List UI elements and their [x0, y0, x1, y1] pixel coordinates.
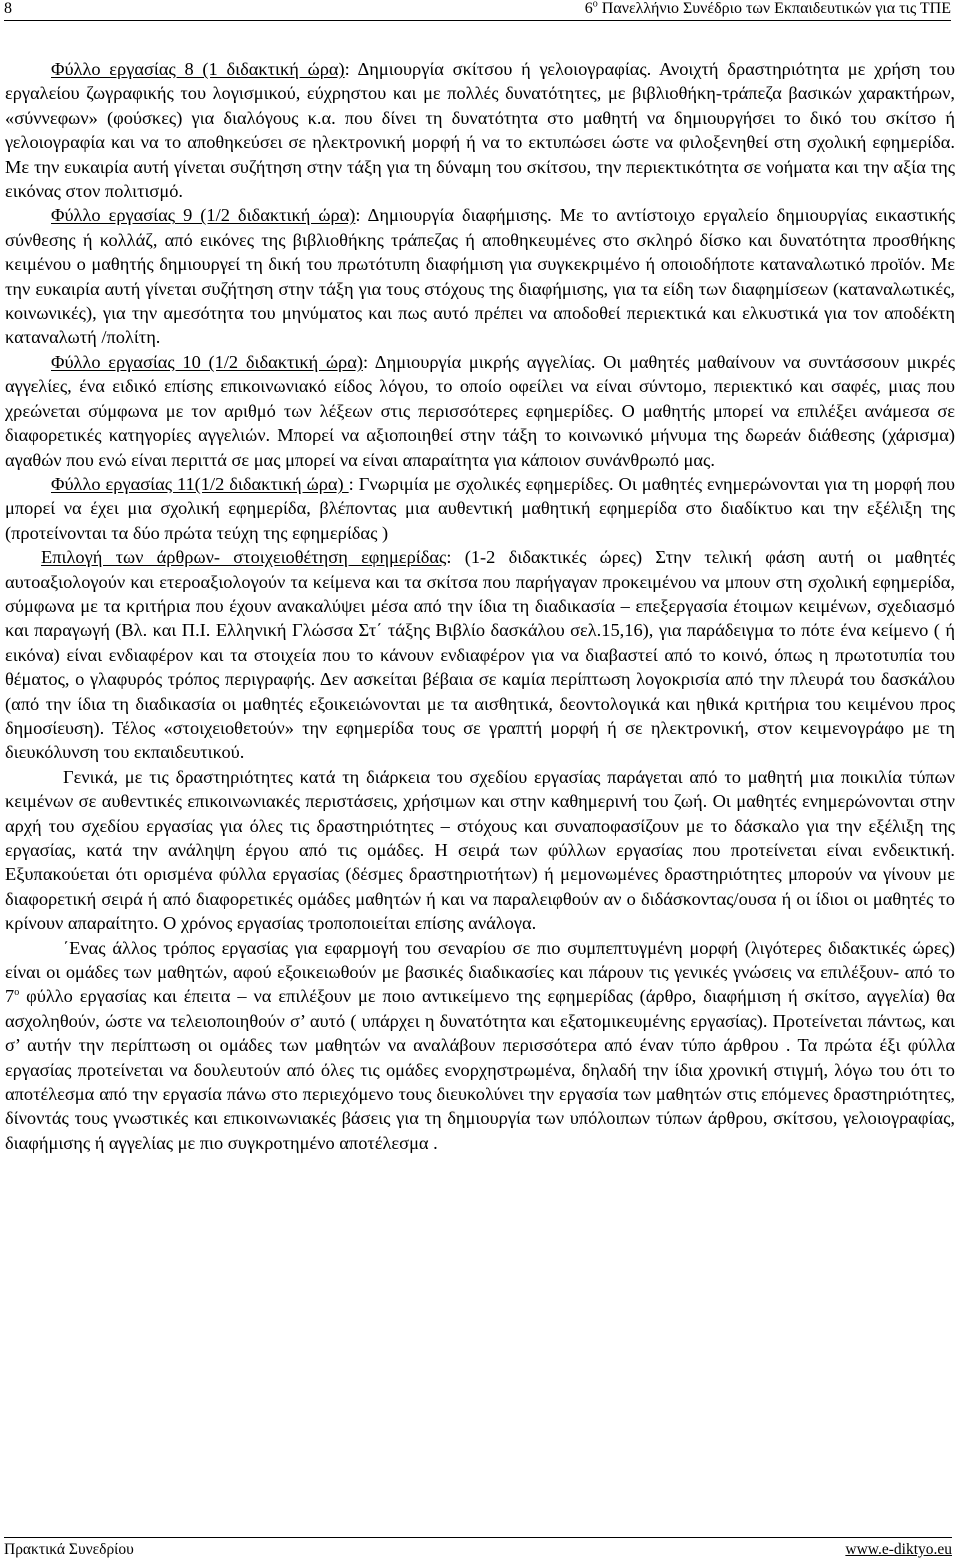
- paragraph-worksheet-9: Φύλλο εργασίας 9 (1/2 διδακτική ώρα): Δημιουργία διαφήμισης. Με το αντίστοιχο εργαλείο δημιουργίας εικαστικής σύνθεσης ή κολλάζ, από εικόνες της βιβλιοθήκης τράπεζας ή αποθηκευμένες στο σκληρό δίσκο και δυνατότητα προσθήκης κειμένου ο μαθητής δημιουργεί τη δική του πρωτότυπη διαφήμιση για συγκεκριμένο ή οποιοδήποτε καταναλωτικό προϊόν. Με την ευκαιρία αυτή γίνεται συζήτηση στην τάξη για τους στόχους της διαφήμισης, για τα είδη των διαφημίσεων (καταναλωτικές, κοινωνικές), για την αμεσότητα του μηνύματος και πως αυτό πρέπει να αποδοθεί περιεκτικά και ελκυστικά για τον αποδέκτη καταναλωτή /πολίτη.: [5, 205, 956, 348]
- page-footer: [4, 1537, 952, 1560]
- worksheet-9-heading: Φύλλο εργασίας 9 (1/2 διδακτική ώρα): [51, 205, 356, 226]
- footer-proceedings: Πρακτικά Συνεδρίου: [4, 1541, 134, 1558]
- worksheet-8-heading: Φύλλο εργασίας 8 (1 διδακτική ώρα): [51, 59, 345, 79]
- paragraph-worksheet-10: Φύλλο εργασίας 10 (1/2 διδακτική ώρα): Δημιουργία μικρής αγγελίας. Οι μαθητές μαθαίνουν να συντάσσουν μικρές αγγελίες, ένα ειδικό επίσης επικοινωνιακό είδος λόγου, το οποίο οφείλει να είναι σύντομο, περιεκτικό και σαφές, μιας που χρεώνεται σύμφωνα με τον αριθμό των λέξεων στις περισσότερες εφημερίδες. Ο μαθητής μπορεί να επιλέξει ανάμεσα σε διαφορετικές κατηγορίες αγγελιών. Μπορεί να αξιοποιηθεί στην τάξη το κοινωνικό μήνυμα της δωρεάν διάθεσης (χάρισμα) αγαθών που ενώ είναι περιττά σε μας μπορεί να είναι απαραίτητα για κάποιον συνάνθρωπό μας.: [5, 351, 956, 470]
- paragraph-worksheet-11: Φύλλο εργασίας 11(1/2 διδακτική ώρα) : Γνωριμία με σχολικές εφημερίδες. Οι μαθητές ενημερώνονται για τη μορφή που μπορεί να έχει μια σχολική εφημερίδα, βλέποντας μια αυθεντική μαθητική εφημερίδα στο διαδίκτυο και την εξέλιξη της (προτείνονται τα δύο πρώτα τεύχη της εφημερίδας ): [5, 473, 955, 543]
- footer-website-link[interactable]: www.e-diktyo.eu: [845, 1541, 952, 1558]
- page-header: [4, 0, 951, 21]
- document-body: [5, 57, 955, 1155]
- paragraph-general: Γενικά, με τις δραστηριότητες κατά τη διάρκεια του σχεδίου εργασίας παράγεται από το μαθητή μια ποικιλία τύπων κειμένων σε αυθεντικές επικοινωνιακές περιστάσεις, χρήσιμων και στην καθημερινή του ζωή. Οι μαθητές ενημερώνονται στην αρχή του σχεδίου εργασίας για όλες τις δραστηριότητες – στόχους και συναποφασίζουν με το δάσκαλο για την εξέλιξη της εργασίας, κατά την ανάληψη έργου από τις ομάδες. Η σειρά των φύλλων εργασίας που προτείνεται είναι ενδεικτική. Εξυπακούεται ότι ορισμένα φύλλα εργασίας (δέσμες δραστηριοτήτων) ή μεμονωμένες δραστηριότητες μπορούν να γίνουν με διαφορετική σειρά ή από διαφορετικές ομάδες μαθητών ή και να παραλειφθούν αν ο διδάσκοντας/ουσα ή οι ίδιοι οι μαθητές το κρίνουν απαραίτητο. Ο χρόνος εργασίας τροποποιείται επίσης ανάλογα.: [5, 766, 955, 934]
- paragraph-alternative: ΄Ενας άλλος τρόπος εργασίας για εφαρμογή του σεναρίου σε πιο συμπεπτυγμένη μορφή (λιγότερες διδακτικές ώρες) είναι οι ομάδες των μαθητών, αφού εξοικειωθούν με βασικές διαδικασίες και πάρουν τις γενικές γνώσεις να επιλέξουν- από το $7^o$ φύλλο εργασίας και έπειτα – να επιλέξουν με ποιο αντικείμενο της εφημερίδας (άρθρο, διαφήμιση ή σκίτσο, αγγελία) θα ασχοληθούν, ώστε να τελειοποιηθούν σ’ αυτό ( υπάρχει η δυνατότητα και εξατομικευμένης εργασίας). Προτείνεται πάντως, και σ’ αυτήν την περίπτωση οι ομάδες των μαθητών να αναλάβουν περισσότερα από έναν τύπο άρθρου . Τα πρώτα έξι φύλλα εργασίας προτείνεται να δουλευτούν από όλες τις ομάδες ενορχηστρωμένα, δηλαδή την ίδια χρονική στιγμή, λόγω του ότι το αποτέλεσμα από την εργασία πάνω στο περιεχόμενο τους διευκολύνει την εργασία των μαθητών στις επόμενες δραστηριότητες, δίνοντάς τους γνωστικές και επικοινωνιακές βάσεις για τη δημιουργία των υπόλοιπων τύπων άρθρου, σκίτσου, γελοιογραφίας, διαφήμισης ή αγγελίας με πιο συγκροτημένο αποτέλεσμα .: [5, 937, 955, 1153]
- paragraph-article-selection: Επιλογή των άρθρων- στοιχειοθέτηση εφημερίδας: (1-2 διδακτικές ώρες) Στην τελική φάση αυτή οι μαθητές αυτοαξιολογούν και ετεροαξιολογούν τα κείμενα και τα σκίτσα που παρήγαγαν προκειμένου να μπουν στη σχολική εφημερίδα, σύμφωνα με τα κριτήρια που έχουν ανακαλύψει μέσα από την ίδια τη διαδικασία – επεξεργασία έτοιμων κειμένων, σχεδιασμό και παραγωγή (Βλ. και Π.Ι. Ελληνική Γλώσσα Στ΄ τάξης Βιβλίο δασκάλου σελ.15,16), για παράδειγμα το πότε ένα κείμενο ( ή εικόνα) είναι ενδιαφέρον και τα στοιχεία που το κάνουν ενδιαφέρον για να διαβαστεί από το κοινό, όπως η πρωτοτυπία του θέματος, ο γλαφυρός τρόπος περιγραφής. Δεν ασκείται βέβαια σε καμία περίπτωση λογοκρισία από την πλευρά του δασκάλου (από την ίδια τη διαδικασία οι μαθητές εξοικειώνονται με τα αισθητικά, δεοντολογικά και ηθικά κριτήρια του κειμένου προς δημοσίευση). Τέλος «στοιχειοθετούν» την εφημερίδα τους σε γραπτή μορφή ή σε ηλεκτρονική, στον κειμενογράφο με τη διευκόλυνση του εκπαιδευτικού.: [5, 547, 955, 763]
- article-selection-heading: Επιλογή των άρθρων- στοιχειοθέτηση εφημερίδας: [41, 547, 447, 568]
- header-title: $6^o$ Πανελλήνιο Συνέδριο των Εκπαιδευτικών για τις ΤΠΕ: [584, 0, 951, 17]
- worksheet-10-heading: Φύλλο εργασίας 10 (1/2 διδακτική ώρα): [51, 351, 363, 372]
- paragraph-worksheet-8: Φύλλο εργασίας 8 (1 διδακτική ώρα): Δημιουργία σκίτσου ή γελοιογραφίας. Ανοιχτή δραστηριότητα με χρήση του εργαλείου ζωγραφικής του λογισμικού, εύχρηστου και με πολλές δυνατότητες, με βιβλιοθήκη-τράπεζα βασικών χαρακτήρων, «σύννεφων» (φούσκες) για διαλόγους κ.α. που δίνει τη δυνατότητα στο μαθητή να δημιουργήσει το δικό του σκίτσο ή γελοιογραφία και να το αποθηκεύσει σε ηλεκτρονική μορφή ή να το εκτυπώσει ώστε να φιλοξενηθεί στη σχολική εφημερίδα. Με την ευκαιρία αυτή γίνεται συζήτηση στην τάξη για τη δύναμη του σκίτσου, την περιεκτικότητα σε νοήματα και την αξία της εικόνας στον πολιτισμό.: [5, 59, 955, 202]
- worksheet-11-heading: Φύλλο εργασίας 11(1/2 διδακτική ώρα): [51, 473, 349, 494]
- page-number: 8: [4, 0, 12, 17]
